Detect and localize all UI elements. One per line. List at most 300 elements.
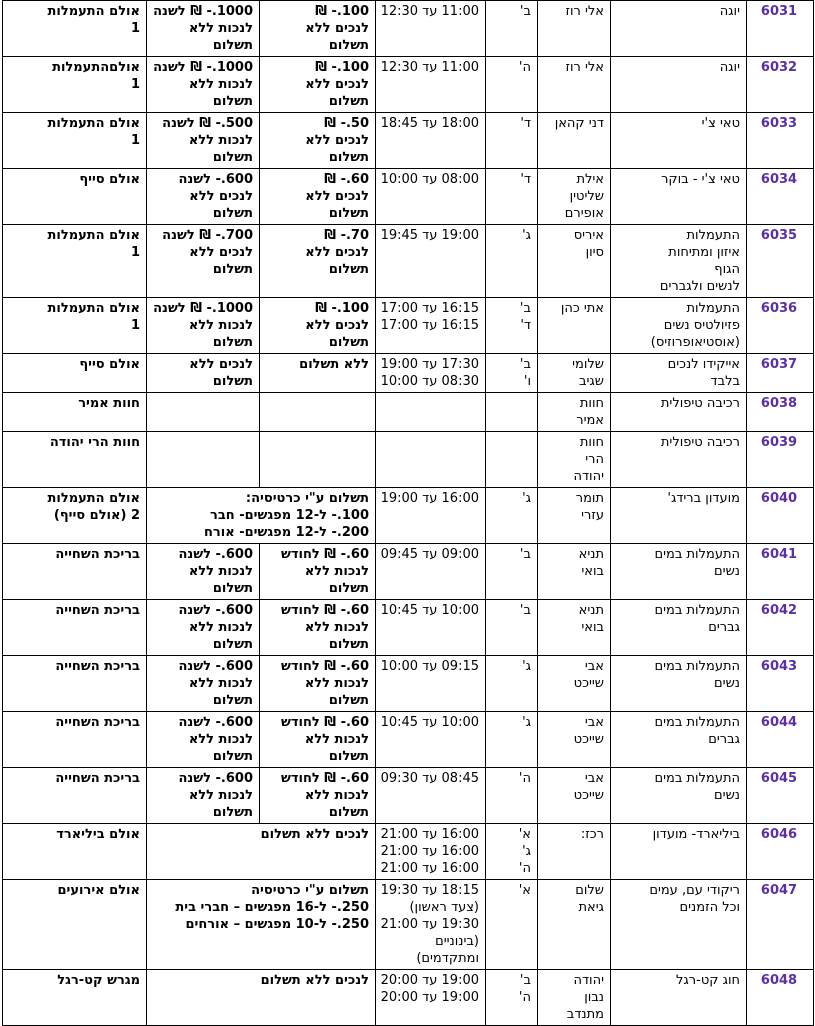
location [3, 113, 147, 169]
price-line: לנכים ללא [305, 189, 369, 204]
instructor [538, 432, 611, 488]
day-of-week [486, 970, 538, 1026]
instructor [538, 225, 611, 298]
yearly-price-line: תשלום [212, 335, 253, 350]
yearly-price-line: תשלום [212, 805, 253, 820]
hours-line: (בינוניים [435, 934, 479, 949]
price [260, 225, 376, 298]
activity-name [611, 712, 747, 768]
activity-code: 6048 [747, 970, 814, 1026]
hours-line: 19:00 עד 20:00 [380, 973, 479, 988]
yearly-price-line: לנכות ללא [188, 788, 253, 803]
activity-name [611, 656, 747, 712]
activity-name-line: יוגה [719, 60, 740, 75]
location-line: אולם התעמלות [47, 301, 140, 316]
instructor-line: שייכט [573, 732, 604, 747]
day-of-week [486, 488, 538, 544]
hours-line: ומתקדמים) [416, 951, 479, 966]
price-line: תשלום [328, 749, 369, 764]
day-of-week [486, 880, 538, 970]
day-of-week-line: א' [518, 883, 531, 898]
activity-code: 6031 [747, 1, 814, 57]
activity-name-line: לנשים ולגברים [659, 279, 740, 294]
day-of-week [486, 432, 538, 488]
table-row [3, 393, 814, 432]
table-row [3, 488, 814, 544]
activity-code: 6044 [747, 712, 814, 768]
hours [376, 113, 486, 169]
activity-name-line: הגוף [714, 262, 740, 277]
yearly-price-line: לנכות ללא [188, 77, 253, 92]
instructor [538, 1, 611, 57]
activity-name-line: התעמלות במים [654, 715, 740, 730]
instructor-line: מתנדב [566, 1007, 604, 1022]
instructor [538, 393, 611, 432]
location-line: בריכת השחייה [55, 715, 140, 730]
instructor [538, 169, 611, 225]
instructor-line: שלום [575, 883, 604, 898]
payment-info-line: 100.- ל-12 מפגשים- חבר [210, 508, 369, 523]
day-of-week-line: ד' [520, 172, 531, 187]
yearly-price-line: לנכות ללא [188, 676, 253, 691]
yearly-price-line: לנכים ללא [189, 189, 253, 204]
instructor [538, 970, 611, 1026]
price [260, 1, 376, 57]
hours [376, 712, 486, 768]
day-of-week-line: ג' [522, 659, 531, 674]
hours-line: (צעד ראשון) [409, 900, 479, 915]
instructor-line: אבי [584, 715, 604, 730]
price-line: לנכות ללא [304, 676, 369, 691]
day-of-week-line: ב' [519, 4, 531, 19]
table-row [3, 298, 814, 354]
hours [376, 298, 486, 354]
instructor-line: תומר [575, 491, 604, 506]
payment-info [147, 488, 376, 544]
activity-name-line: גברים [708, 732, 740, 747]
activity-code: 6039 [747, 432, 814, 488]
hours [376, 768, 486, 824]
yearly-price-line: לנכות ללא [188, 133, 253, 148]
location-line: אולם התעמלות [47, 4, 140, 19]
location [3, 488, 147, 544]
table-row [3, 970, 814, 1026]
location-line: 1 [130, 77, 140, 92]
instructor-line: יהודה [573, 469, 604, 484]
hours [376, 169, 486, 225]
price-line: תשלום [328, 581, 369, 596]
activity-name-line: התעמלות במים [654, 603, 740, 618]
activity-name [611, 113, 747, 169]
location-line: 1 [130, 133, 140, 148]
day-of-week-line: ו' [523, 374, 531, 389]
day-of-week [486, 712, 538, 768]
activity-name-line: התעמלות [686, 301, 740, 316]
activity-name [611, 768, 747, 824]
location [3, 970, 147, 1026]
hours [376, 656, 486, 712]
price-line: 50.- ₪ [324, 116, 369, 131]
day-of-week-line: ב' [519, 547, 531, 562]
activity-name [611, 354, 747, 393]
hours [376, 393, 486, 432]
activity-name [611, 824, 747, 880]
yearly-price [147, 393, 260, 432]
hours [376, 1, 486, 57]
price-line: לנכים ללא [305, 133, 369, 148]
yearly-price [147, 298, 260, 354]
day-of-week [486, 656, 538, 712]
instructor-line: שלומי [572, 357, 604, 372]
payment-info-line: לנכים ללא תשלום [260, 827, 369, 842]
location-line: 1 [130, 245, 140, 260]
hours-line: 17:30 עד 19:00 [380, 357, 479, 372]
yearly-price-line: 500.- ₪ לשנה [162, 116, 253, 131]
table-row [3, 656, 814, 712]
instructor-line: עזרי [581, 508, 604, 523]
location-line: אולם התעמלות [47, 491, 140, 506]
payment-info [147, 824, 376, 880]
day-of-week-line: ד' [520, 116, 531, 131]
yearly-price [147, 225, 260, 298]
day-of-week-line: ב' [519, 301, 531, 316]
instructor [538, 544, 611, 600]
activity-name [611, 225, 747, 298]
table-row [3, 113, 814, 169]
day-of-week-line: ג' [522, 715, 531, 730]
price-line: תשלום [328, 262, 369, 277]
table-row [3, 768, 814, 824]
instructor-line: גיאת [578, 900, 604, 915]
instructor [538, 57, 611, 113]
table-row [3, 1, 814, 57]
day-of-week-line: ה' [518, 990, 531, 1005]
hours [376, 880, 486, 970]
yearly-price-line: לנכות ללא [188, 732, 253, 747]
price-line: 70.- ₪ [324, 228, 369, 243]
price [260, 393, 376, 432]
price [260, 656, 376, 712]
location [3, 1, 147, 57]
price [260, 169, 376, 225]
activities-schedule-table [2, 0, 814, 1026]
day-of-week [486, 169, 538, 225]
activity-name [611, 488, 747, 544]
yearly-price-line: תשלום [212, 206, 253, 221]
activity-name-line: בלבד [710, 374, 740, 389]
activity-code: 6033 [747, 113, 814, 169]
hours [376, 824, 486, 880]
instructor-line: שייכט [573, 788, 604, 803]
yearly-price-line: לנכות ללא [188, 564, 253, 579]
day-of-week [486, 354, 538, 393]
activity-name [611, 970, 747, 1026]
price-line: 60.- ₪ לחודש [281, 715, 369, 730]
activity-name [611, 880, 747, 970]
location [3, 712, 147, 768]
table-row [3, 544, 814, 600]
instructor [538, 656, 611, 712]
table-row [3, 354, 814, 393]
price [260, 768, 376, 824]
table-row [3, 880, 814, 970]
activity-name-line: התעמלות במים [654, 771, 740, 786]
yearly-price [147, 768, 260, 824]
activity-name-line: נשים [714, 676, 740, 691]
instructor-line: בואי [581, 620, 604, 635]
yearly-price-line: 600.- לשנה [178, 172, 253, 187]
price-line: תשלום [328, 693, 369, 708]
activity-name [611, 393, 747, 432]
location-line: 1 [130, 318, 140, 333]
yearly-price-line: תשלום [212, 262, 253, 277]
hours-line: 11:00 עד 12:30 [380, 4, 479, 19]
instructor-line: אבי [584, 659, 604, 674]
yearly-price-line: 600.- לשנה [178, 659, 253, 674]
instructor-line: תניא [578, 547, 604, 562]
price-line: לנכות ללא [304, 564, 369, 579]
instructor-line: הרי [585, 452, 604, 467]
hours [376, 57, 486, 113]
day-of-week [486, 1, 538, 57]
hours-line: 10:00 עד 10:45 [380, 715, 479, 730]
instructor-line: אילת [576, 172, 604, 187]
yearly-price-line: 600.- לשנה [178, 603, 253, 618]
instructor [538, 600, 611, 656]
location-line: 2 (אולם סייף) [53, 508, 140, 523]
location-line: אולם התעמלות [47, 116, 140, 131]
instructor-line: אלי רוז [565, 60, 604, 75]
location [3, 354, 147, 393]
day-of-week-line: ג' [522, 491, 531, 506]
yearly-price [147, 169, 260, 225]
hours [376, 544, 486, 600]
price-line: 60.- ₪ לחודש [281, 659, 369, 674]
instructor-line: שגיב [579, 374, 604, 389]
activity-code: 6034 [747, 169, 814, 225]
location-line: בריכת השחייה [55, 771, 140, 786]
location-line: בריכת השחייה [55, 659, 140, 674]
hours-line: 08:45 עד 09:30 [380, 771, 479, 786]
yearly-price-line: תשלום [212, 749, 253, 764]
yearly-price [147, 354, 260, 393]
instructor [538, 880, 611, 970]
yearly-price-line: 600.- לשנה [178, 771, 253, 786]
location-line: מגרש קט-רגל [57, 973, 140, 988]
hours-line: 16:00 עד 21:00 [380, 827, 479, 842]
instructor [538, 113, 611, 169]
hours [376, 970, 486, 1026]
instructor-line: רכז: [580, 827, 604, 842]
location-line: בריכת השחייה [55, 547, 140, 562]
location-line: חוות אמיר [78, 396, 140, 411]
yearly-price-line: לנכות ללא [188, 620, 253, 635]
hours [376, 354, 486, 393]
table-row [3, 600, 814, 656]
yearly-price-line: 600.- לשנה [178, 715, 253, 730]
activity-code: 6046 [747, 824, 814, 880]
day-of-week-line: ג' [522, 844, 531, 859]
activity-name-line: התעמלות במים [654, 659, 740, 674]
price-line: 60.- ₪ לחודש [281, 771, 369, 786]
yearly-price-line: תשלום [212, 693, 253, 708]
price [260, 298, 376, 354]
day-of-week-line: ב' [519, 603, 531, 618]
yearly-price-line: לנכים ללא [189, 245, 253, 260]
price [260, 432, 376, 488]
activity-name [611, 432, 747, 488]
table-row [3, 824, 814, 880]
location [3, 544, 147, 600]
activity-name-line: ריקודי עם, עמים [649, 883, 740, 898]
instructor-line: אלי רוז [565, 4, 604, 19]
yearly-price-line: תשלום [212, 581, 253, 596]
price-line: 60.- ₪ [324, 172, 369, 187]
price-line: לנכות ללא [304, 788, 369, 803]
activity-name-line: אייקידו לנכים [667, 357, 740, 372]
payment-info-line: תשלום ע"י כרטיסיה: [245, 491, 369, 506]
price-line: תשלום [328, 150, 369, 165]
location-line: בריכת השחייה [55, 603, 140, 618]
price-line: לנכות ללא [304, 732, 369, 747]
yearly-price-line: לנכות ללא [188, 318, 253, 333]
price [260, 600, 376, 656]
location-line: 1 [130, 21, 140, 36]
yearly-price-line: 1000.- ₪ לשנה [153, 60, 253, 75]
activity-name-line: וכל הזמנים [679, 900, 740, 915]
location-line: חוות הרי יהודה [49, 435, 140, 450]
yearly-price [147, 600, 260, 656]
day-of-week-line: ב' [519, 357, 531, 372]
activity-name [611, 544, 747, 600]
yearly-price-line: תשלום [212, 150, 253, 165]
activity-name-line: התעמלות [686, 228, 740, 243]
instructor-line: שייכט [573, 676, 604, 691]
price-line: לנכות ללא [304, 620, 369, 635]
price-line: ללא תשלום [299, 357, 369, 372]
activity-name-line: חוג קט-רגל [676, 973, 740, 988]
yearly-price [147, 656, 260, 712]
instructor-line: אתי כהן [560, 301, 604, 316]
activity-name-line: (אוסטיאופרוזיס) [650, 335, 740, 350]
activity-name-line: ביליארד- מועדון [652, 827, 740, 842]
hours-line: 10:00 עד 10:45 [380, 603, 479, 618]
price-line: 100.- ₪ [315, 60, 369, 75]
price-line: 60.- ₪ לחודש [281, 547, 369, 562]
activity-name [611, 169, 747, 225]
yearly-price-line: לנכים ללא [189, 357, 253, 372]
hours [376, 432, 486, 488]
day-of-week [486, 57, 538, 113]
activity-code: 6035 [747, 225, 814, 298]
instructor [538, 824, 611, 880]
hours [376, 225, 486, 298]
table-row [3, 712, 814, 768]
activity-name-line: פזיולטיס נשים [663, 318, 740, 333]
day-of-week [486, 544, 538, 600]
price [260, 57, 376, 113]
instructor [538, 488, 611, 544]
price-line: 60.- ₪ לחודש [281, 603, 369, 618]
payment-info-line: 200.- ל-12 מפגשים- אורח [204, 525, 369, 540]
location-line: אולם ביליארד [56, 827, 140, 842]
price [260, 544, 376, 600]
day-of-week [486, 600, 538, 656]
day-of-week [486, 113, 538, 169]
activity-name-line: יוגה [719, 4, 740, 19]
day-of-week-line: ה' [518, 861, 531, 876]
day-of-week [486, 768, 538, 824]
yearly-price-line: 700.- ₪ לשנה [162, 228, 253, 243]
price [260, 712, 376, 768]
yearly-price [147, 544, 260, 600]
table-row [3, 169, 814, 225]
day-of-week [486, 298, 538, 354]
location [3, 600, 147, 656]
location [3, 824, 147, 880]
activity-name-line: רכיבה טיפולית [660, 396, 740, 411]
instructor-line: אבי [584, 771, 604, 786]
yearly-price [147, 113, 260, 169]
instructor-line: חוות [579, 435, 604, 450]
activity-name-line: רכיבה טיפולית [660, 435, 740, 450]
price-line: תשלום [328, 805, 369, 820]
payment-info [147, 970, 376, 1026]
instructor [538, 768, 611, 824]
price-line: לנכים ללא [305, 245, 369, 260]
yearly-price-line: לנכות ללא [188, 21, 253, 36]
location-line: אולם סייף [79, 357, 140, 372]
price-line: 100.- ₪ [315, 301, 369, 316]
location [3, 169, 147, 225]
location [3, 298, 147, 354]
activity-name-line: מועדון ברידג' [667, 491, 740, 506]
instructor-line: תניא [578, 603, 604, 618]
yearly-price-line: 600.- לשנה [178, 547, 253, 562]
yearly-price [147, 57, 260, 113]
location [3, 432, 147, 488]
activity-code: 6047 [747, 880, 814, 970]
activity-code: 6041 [747, 544, 814, 600]
price [260, 113, 376, 169]
activity-name-line: גברים [708, 620, 740, 635]
yearly-price-line: תשלום [212, 38, 253, 53]
activity-code: 6036 [747, 298, 814, 354]
location [3, 57, 147, 113]
activity-name [611, 57, 747, 113]
activity-name-line: טאי צ'י [701, 116, 740, 131]
hours-line: 11:00 עד 12:30 [380, 60, 479, 75]
location-line: אולם סייף [79, 172, 140, 187]
yearly-price-line: 1000.- ₪ לשנה [153, 4, 253, 19]
day-of-week [486, 824, 538, 880]
activity-name-line: נשים [714, 788, 740, 803]
payment-info [147, 880, 376, 970]
instructor-line: סיון [585, 245, 604, 260]
location [3, 768, 147, 824]
hours-line: 16:00 עד 21:00 [380, 861, 479, 876]
location-line: אולםהתעמלות [52, 60, 140, 75]
activity-code: 6043 [747, 656, 814, 712]
activity-code: 6037 [747, 354, 814, 393]
payment-info-line: 250.- ל-10 מפגשים – אורחים [185, 917, 369, 932]
day-of-week [486, 225, 538, 298]
hours-line: 16:00 עד 21:00 [380, 844, 479, 859]
day-of-week-line: ב' [519, 973, 531, 988]
hours-line: 09:15 עד 10:00 [380, 659, 479, 674]
location [3, 393, 147, 432]
activity-name [611, 1, 747, 57]
